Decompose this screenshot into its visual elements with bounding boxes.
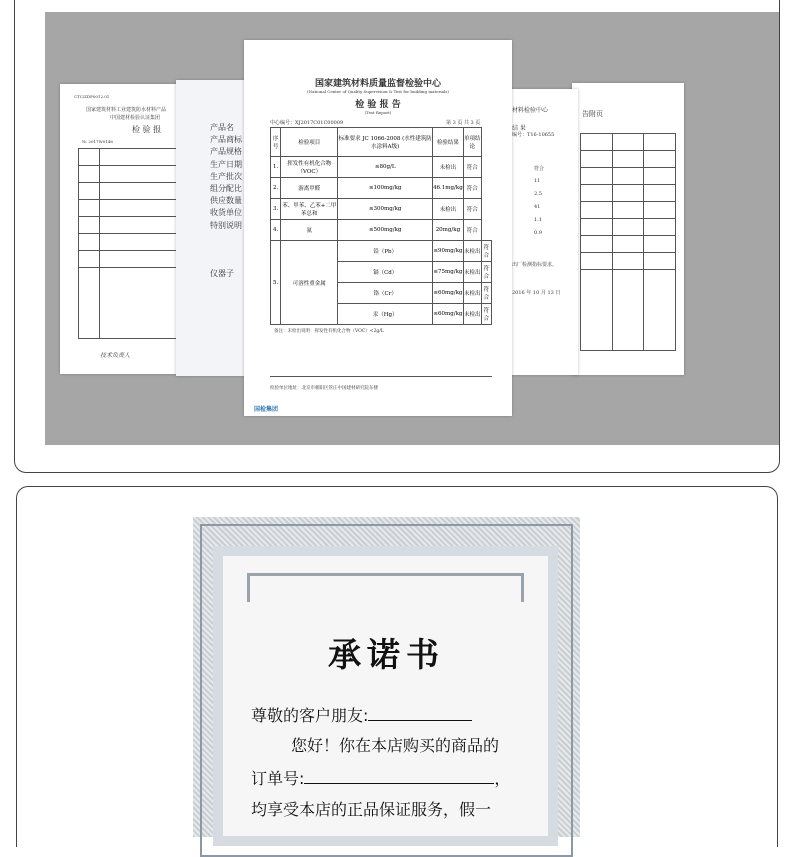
table-header-cell: 单项结论	[463, 128, 481, 157]
doc-right-appendix-title: 告附页	[582, 110, 603, 118]
doc-right-value: 0.9	[534, 230, 542, 236]
table-cell: 未检出	[463, 262, 481, 283]
certificate-line4: 均享受本店的正品保证服务，假一	[251, 800, 492, 819]
table-cell: 挥发性有机化合物（VOC）	[281, 157, 338, 178]
doc-right-back-table	[580, 133, 676, 351]
certificate-order-line	[251, 766, 510, 789]
table-row	[271, 220, 492, 241]
doc-right-number: 编号：T16-10655	[512, 132, 555, 138]
table-cell: 4.	[271, 220, 281, 241]
certificate-fret-pattern	[247, 573, 524, 602]
table-cell: 符合	[463, 220, 481, 241]
report-doc-main	[244, 40, 512, 416]
report-doc-left	[60, 84, 190, 374]
doc-right-value: 符合	[534, 166, 545, 172]
certificate-frame	[193, 517, 580, 837]
doc-main-subtitle-en: (National Center of Quality Supervision & Test for building materials)	[307, 89, 449, 94]
table-cell: ≤100mg/kg	[338, 178, 433, 199]
doc-footer-label: 仪器子	[210, 269, 234, 278]
table-cell: ≤500mg/kg	[338, 220, 433, 241]
certificate-greeting-text: 尊敬的客户朋友:	[251, 706, 369, 725]
table-header-cell: 检验结果	[433, 128, 464, 157]
table-cell: 符合	[481, 241, 491, 262]
table-cell: 3.	[271, 199, 281, 220]
table-cell: 符合	[463, 199, 481, 220]
doc-right-value: 1.1	[534, 217, 542, 223]
doc-report-no: №: 2017W0146	[82, 139, 113, 144]
table-cell: 未检出	[463, 304, 481, 325]
doc-main-report: 检 验 报 告	[355, 100, 401, 110]
table-cell: ≤90mg/kg	[433, 241, 464, 262]
doc-main-report-no: 中心编号：XJ2017C01C00009	[270, 120, 344, 126]
report-doc-right-back	[572, 83, 684, 375]
doc-main-divider	[270, 376, 492, 377]
doc-header-code: CTC/ZDP0012.01	[74, 94, 110, 99]
doc-right-value: 2.5	[534, 191, 542, 197]
table-cell: 氨	[281, 220, 338, 241]
certificate-greeting	[251, 703, 472, 726]
table-row	[271, 178, 492, 199]
table-cell: 未检出	[463, 241, 481, 262]
table-header-cell: 标准要求 JC 1066-2008 (水性建筑防水涂料A级)	[338, 128, 433, 157]
doc-signature: 技术负责人	[100, 352, 131, 359]
doc-field-label: 产品规格	[210, 147, 242, 157]
doc-right-date: 2016 年 10 月 13 日	[512, 290, 561, 296]
table-cell: 符合	[481, 262, 491, 283]
order-tail: ，	[494, 769, 511, 788]
order-label: 订单号:	[251, 769, 305, 788]
table-cell: 5.	[271, 241, 281, 325]
table-cell: 铅（Pb）	[338, 241, 433, 262]
table-group-label: 可溶性重金属	[281, 241, 338, 325]
doc-right-value: 11	[534, 178, 541, 184]
table-cell: 2.	[271, 178, 281, 199]
doc-left-table	[78, 148, 190, 339]
order-blank	[304, 769, 494, 784]
doc-field-label: 组分配比	[210, 184, 242, 193]
table-cell: ≤80g/L	[338, 157, 433, 178]
table-cell: 游离甲醛	[281, 178, 338, 199]
doc-main-title: 国家建筑材料质量监督检验中心	[314, 79, 441, 89]
table-header-row	[271, 128, 492, 157]
doc-right-note: 出厂检测指标要求。	[512, 262, 558, 268]
table-row	[271, 241, 492, 262]
doc-field-label: 生产日期	[210, 159, 242, 169]
table-row	[271, 157, 492, 178]
table-cell: 铬（Cr）	[338, 283, 433, 304]
table-header-cell: 序号	[271, 128, 281, 157]
table-cell: 符合	[481, 304, 491, 325]
table-cell: 符合	[463, 178, 481, 199]
doc-main-brand: 国检集团	[254, 406, 279, 413]
table-cell: 镉（Cd）	[338, 262, 433, 283]
table-cell: 未检出	[433, 157, 464, 178]
certificate-line2: 您好！你在本店购买的商品的	[291, 736, 500, 755]
table-cell: ≤300mg/kg	[338, 199, 433, 220]
table-row	[271, 199, 492, 220]
doc-title-line3: 检 验 报	[132, 125, 162, 134]
table-cell: 未检出	[463, 283, 481, 304]
doc-field-label: 产品名	[210, 123, 234, 132]
table-cell: 1.	[271, 157, 281, 178]
doc-right-value: 41	[534, 204, 541, 210]
table-cell: ≤60mg/kg	[433, 304, 464, 325]
table-cell: 苯、甲苯、乙苯+二甲苯总和	[281, 199, 338, 220]
doc-field-label: 特别说明	[210, 220, 242, 230]
doc-title-line1: 国家建筑材料工业建筑防水材料产品	[86, 107, 167, 113]
doc-main-note: 备注：未检出说明：挥发性有机化合物（VOC）<2g/L	[274, 329, 384, 334]
doc-main-table	[270, 127, 492, 325]
doc-main-report-en: (Test Report)	[364, 110, 392, 115]
table-cell: 符合	[481, 283, 491, 304]
table-cell: ≤75mg/kg	[433, 262, 464, 283]
doc-right-title: 材料检验中心	[512, 107, 549, 114]
report-doc-right	[508, 89, 578, 375]
greeting-blank	[368, 706, 472, 721]
doc-right-label: 结 果	[512, 125, 526, 132]
doc-title-line2: 中国建材检验认证集团	[110, 115, 161, 121]
table-cell: ≤60mg/kg	[433, 283, 464, 304]
doc-field-label: 收货单位	[210, 208, 242, 218]
table-cell: 汞（Hg）	[338, 304, 433, 325]
table-cell: 符合	[463, 157, 481, 178]
table-header-cell: 检验项目	[281, 128, 338, 157]
table-cell: 46.1mg/kg	[433, 178, 464, 199]
table-cell: 未检出	[433, 199, 464, 220]
doc-field-label: 生产批次	[210, 171, 242, 181]
certificate-title: 承诺书	[328, 635, 445, 674]
doc-field-label: 供应数量	[210, 196, 242, 206]
doc-main-page: 第 3 页 共 3 页	[446, 120, 481, 126]
doc-field-label: 产品商标	[210, 135, 242, 145]
table-cell: 20mg/kg	[433, 220, 464, 241]
doc-main-address: 检验单位地址：北京市朝阳区管庄中国建材研究院东楼	[270, 386, 378, 391]
